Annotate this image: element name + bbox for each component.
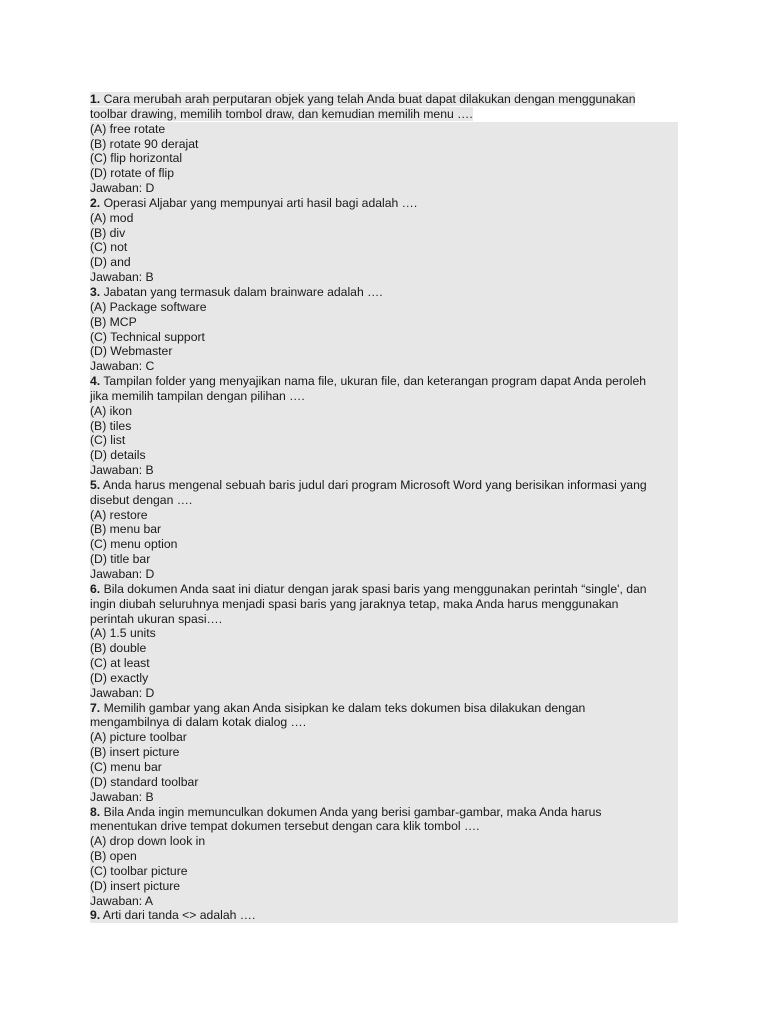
answer-option: (D) details (90, 448, 146, 463)
answer-option: (A) free rotate (90, 121, 166, 136)
answer-option: (B) menu bar (90, 522, 162, 537)
answer-key: Jawaban: D (90, 685, 155, 700)
question-1 (90, 92, 678, 122)
answer-option: (C) flip horizontal (90, 151, 183, 166)
answer-option: (A) Package software (90, 299, 207, 314)
question-1-options (90, 122, 678, 196)
answer-option: (B) div (90, 225, 126, 240)
answer-option: (D) rotate of flip (90, 166, 174, 181)
question-number: 3. (90, 284, 101, 299)
answer-option: (C) menu bar (90, 759, 162, 774)
question-number: 7. (90, 700, 101, 715)
answer-key: Jawaban: C (90, 359, 155, 374)
question-stem-line: 7. Memilih gambar yang akan Anda sisipkan ke dalam teks dokumen bisa dilakukan dengan (90, 700, 586, 715)
answer-option: (A) restore (90, 507, 148, 522)
question-stem-line: menentukan drive tempat dokumen tersebut dengan cara klik tombol …. (90, 819, 480, 834)
question-9 (90, 908, 678, 923)
question-7 (90, 701, 678, 805)
answer-option: (B) insert picture (90, 745, 180, 760)
answer-option: (C) menu option (90, 537, 178, 552)
question-stem-line: jika memilih tampilan dengan pilihan …. (90, 388, 305, 403)
answer-option: (C) toolbar picture (90, 863, 188, 878)
answer-option: (A) picture toolbar (90, 730, 187, 745)
question-stem-line: 1. Cara merubah arah perputaran objek yang telah Anda buat dapat dilakukan dengan menggunakan (90, 92, 636, 106)
answer-option: (D) standard toolbar (90, 774, 199, 789)
question-5 (90, 478, 678, 582)
question-2 (90, 196, 678, 285)
answer-option: (D) Webmaster (90, 344, 173, 359)
answer-key: Jawaban: A (90, 893, 154, 908)
answer-option: (A) mod (90, 210, 134, 225)
answer-option: (C) list (90, 433, 126, 448)
quiz-highlight-block (90, 122, 678, 924)
answer-key: Jawaban: D (90, 181, 155, 196)
answer-option: (A) drop down look in (90, 834, 206, 849)
answer-key: Jawaban: B (90, 789, 154, 804)
question-stem-line: 3. Jabatan yang termasuk dalam brainware adalah …. (90, 284, 383, 299)
question-stem-line: toolbar drawing, memilih tombol draw, dan kemudian memilih menu …. (90, 106, 473, 121)
answer-option: (D) insert picture (90, 878, 181, 893)
answer-option: (C) not (90, 240, 128, 255)
question-number: 5. (90, 477, 101, 492)
question-stem-line: mengambilnya di dalam kotak dialog …. (90, 715, 307, 730)
question-stem-line: perintah ukuran spasi…. (90, 611, 223, 626)
answer-option: (C) Technical support (90, 329, 205, 344)
question-number: 2. (90, 195, 101, 210)
question-6 (90, 582, 678, 701)
answer-option: (B) open (90, 849, 137, 864)
answer-option: (B) tiles (90, 418, 132, 433)
question-stem-line: 9. Arti dari tanda <> adalah …. (90, 908, 256, 923)
answer-key: Jawaban: B (90, 463, 154, 478)
answer-option: (B) double (90, 641, 147, 656)
answer-option: (B) MCP (90, 314, 137, 329)
answer-option: (C) at least (90, 656, 150, 671)
question-number: 4. (90, 374, 101, 389)
answer-option: (D) and (90, 255, 131, 270)
answer-option: (D) title bar (90, 552, 151, 567)
question-stem-line: 4. Tampilan folder yang menyajikan nama file, ukuran file, dan keterangan program dapat Anda peroleh (90, 374, 647, 389)
question-stem-line: disebut dengan …. (90, 492, 193, 507)
answer-option: (A) 1.5 units (90, 626, 156, 641)
question-3 (90, 285, 678, 374)
question-4 (90, 374, 678, 478)
question-stem-line: 5. Anda harus mengenal sebuah baris judul dari program Microsoft Word yang berisikan informasi yang (90, 477, 647, 492)
answer-key: Jawaban: D (90, 567, 155, 581)
question-8 (90, 805, 678, 909)
answer-option: (A) ikon (90, 403, 132, 418)
answer-option: (D) exactly (90, 670, 149, 685)
question-stem-line: 2. Operasi Aljabar yang mempunyai arti hasil bagi adalah …. (90, 195, 418, 210)
answer-option: (B) rotate 90 derajat (90, 136, 199, 151)
question-number: 8. (90, 804, 101, 819)
question-number: 9. (90, 908, 101, 923)
question-stem-line: 8. Bila Anda ingin memunculkan dokumen Anda yang berisi gambar-gambar, maka Anda harus (90, 804, 602, 819)
question-number: 1. (90, 92, 101, 106)
answer-key: Jawaban: B (90, 270, 154, 285)
question-stem-line: 6. Bila dokumen Anda saat ini diatur dengan jarak spasi baris yang menggunakan perintah “single', dan (90, 581, 647, 596)
question-number: 6. (90, 581, 101, 596)
quiz-content (90, 92, 678, 923)
question-stem-line: ingin diubah seluruhnya menjadi spasi baris yang jaraknya tetap, maka Anda harus menggunakan (90, 596, 619, 611)
